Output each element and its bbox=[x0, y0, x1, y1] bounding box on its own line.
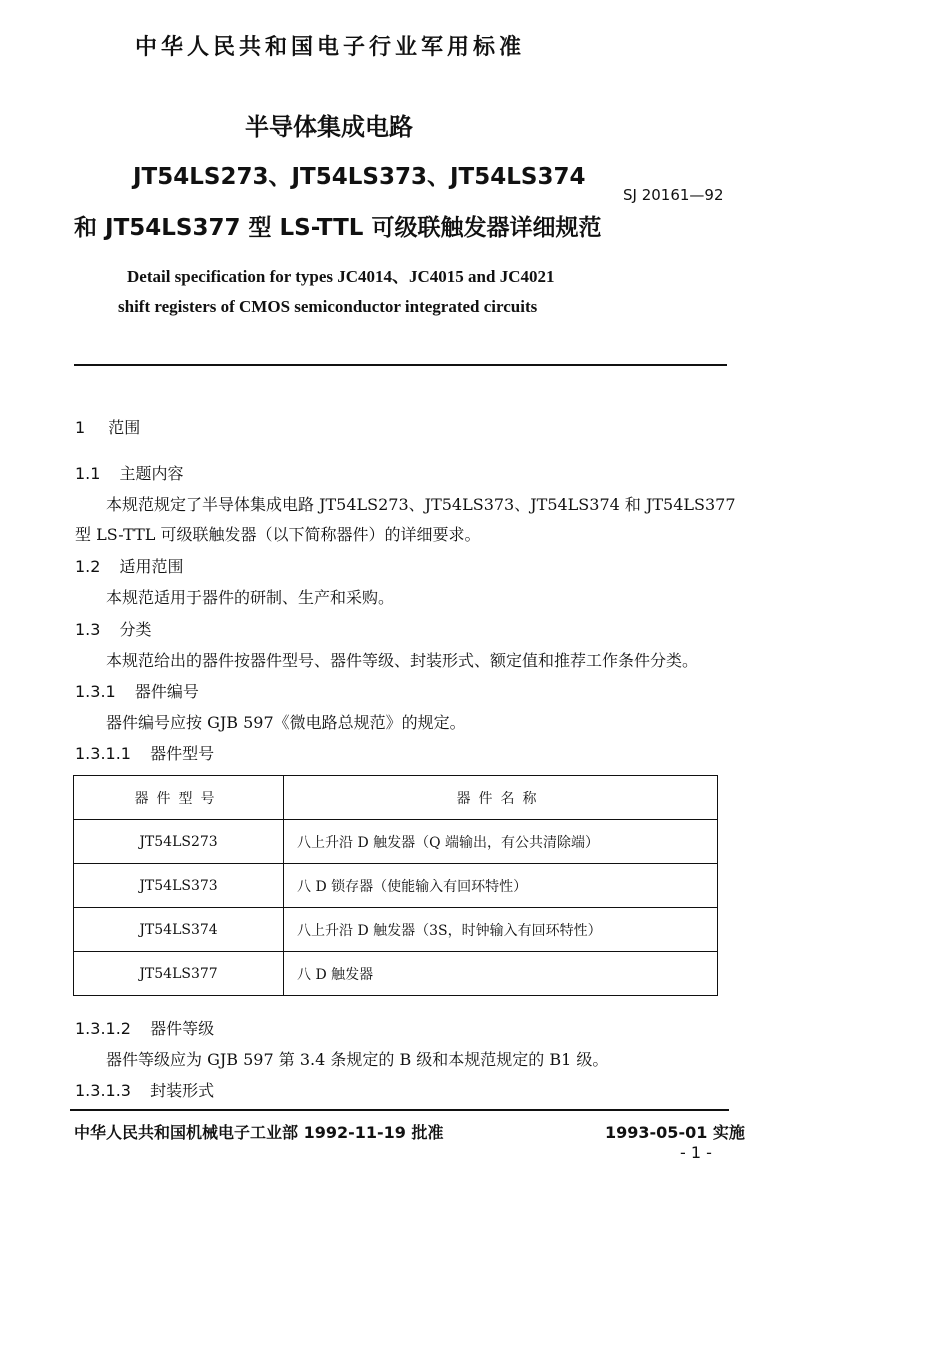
paragraph: 器件编号应按 GJB 597《微电路总规范》的规定。 bbox=[106, 713, 466, 732]
device-type-cell: JT54LS377 bbox=[74, 952, 284, 996]
header-divider bbox=[74, 364, 727, 366]
device-type-cell: JT54LS273 bbox=[74, 820, 284, 864]
table-header-row bbox=[74, 776, 718, 820]
section-number: 1.1 bbox=[75, 464, 101, 483]
section-number: 1.2 bbox=[75, 557, 101, 576]
device-type-cell: JT54LS374 bbox=[74, 908, 284, 952]
table-row bbox=[74, 908, 718, 952]
title-cn-line2: JT54LS273、JT54LS373、JT54LS374 bbox=[133, 164, 586, 190]
title-cn-line1: 半导体集成电路 bbox=[245, 113, 413, 141]
section-title: 分类 bbox=[119, 620, 152, 639]
section-1-heading bbox=[75, 415, 140, 438]
column-header-name: 器件名称 bbox=[284, 776, 718, 820]
title-cn-line3: 和 JT54LS377 型 LS-TTL 可级联触发器详细规范 bbox=[74, 215, 602, 241]
section-1-3-1-1-heading bbox=[75, 741, 214, 764]
approval-text: 中华人民共和国机械电子工业部 1992-11-19 批准 bbox=[74, 1123, 444, 1142]
device-name-cell: 八 D 触发器 bbox=[284, 952, 718, 996]
section-title: 器件等级 bbox=[150, 1019, 215, 1038]
section-number: 1.3.1.3 bbox=[75, 1081, 131, 1100]
table-row bbox=[74, 864, 718, 908]
title-en-line2: shift registers of CMOS semiconductor integrated circuits bbox=[118, 297, 538, 316]
section-title: 适用范围 bbox=[119, 557, 184, 576]
table-row bbox=[74, 820, 718, 864]
section-title: 范围 bbox=[108, 418, 141, 437]
section-1-2-heading bbox=[75, 554, 184, 577]
effective-date: 1993-05-01 实施 bbox=[605, 1123, 745, 1142]
section-number: 1 bbox=[75, 418, 86, 437]
page-number: - 1 - bbox=[680, 1143, 712, 1162]
section-number: 1.3.1.1 bbox=[75, 744, 131, 763]
paragraph: 型 LS-TTL 可级联触发器（以下简称器件）的详细要求。 bbox=[75, 525, 481, 544]
section-number: 1.3 bbox=[75, 620, 101, 639]
device-name-cell: 八上升沿 D 触发器（Q 端输出，有公共清除端） bbox=[284, 820, 718, 864]
device-type-cell: JT54LS373 bbox=[74, 864, 284, 908]
title-en-line1: Detail specification for types JC4014、JC4015 and JC4021 bbox=[127, 267, 555, 286]
paragraph: 本规范规定了半导体集成电路 JT54LS273、JT54LS373、JT54LS374 和 JT54LS377 bbox=[106, 495, 736, 514]
section-title: 封装形式 bbox=[150, 1081, 215, 1100]
paragraph: 本规范给出的器件按器件型号、器件等级、封装形式、额定值和推荐工作条件分类。 bbox=[106, 651, 699, 670]
column-header-type: 器件型号 bbox=[74, 776, 284, 820]
paragraph: 本规范适用于器件的研制、生产和采购。 bbox=[106, 588, 395, 607]
standard-category: 中华人民共和国电子行业军用标准 bbox=[135, 35, 526, 60]
section-title: 器件型号 bbox=[150, 744, 215, 763]
standard-number: SJ 20161—92 bbox=[623, 186, 724, 204]
footer-divider bbox=[70, 1109, 729, 1111]
section-1-3-heading bbox=[75, 617, 152, 640]
section-1-3-1-heading bbox=[75, 679, 199, 702]
device-name-cell: 八上升沿 D 触发器（3S，时钟输入有回环特性） bbox=[284, 908, 718, 952]
section-title: 主题内容 bbox=[119, 464, 184, 483]
section-1-1-heading bbox=[75, 461, 184, 484]
section-title: 器件编号 bbox=[134, 682, 199, 701]
section-1-3-1-3-heading bbox=[75, 1078, 214, 1101]
table-row bbox=[74, 952, 718, 996]
section-1-3-1-2-heading bbox=[75, 1016, 214, 1039]
device-type-table bbox=[73, 775, 718, 996]
section-number: 1.3.1 bbox=[75, 682, 116, 701]
section-number: 1.3.1.2 bbox=[75, 1019, 131, 1038]
device-name-cell: 八 D 锁存器（使能输入有回环特性） bbox=[284, 864, 718, 908]
paragraph: 器件等级应为 GJB 597 第 3.4 条规定的 B 级和本规范规定的 B1 级。 bbox=[106, 1050, 609, 1069]
